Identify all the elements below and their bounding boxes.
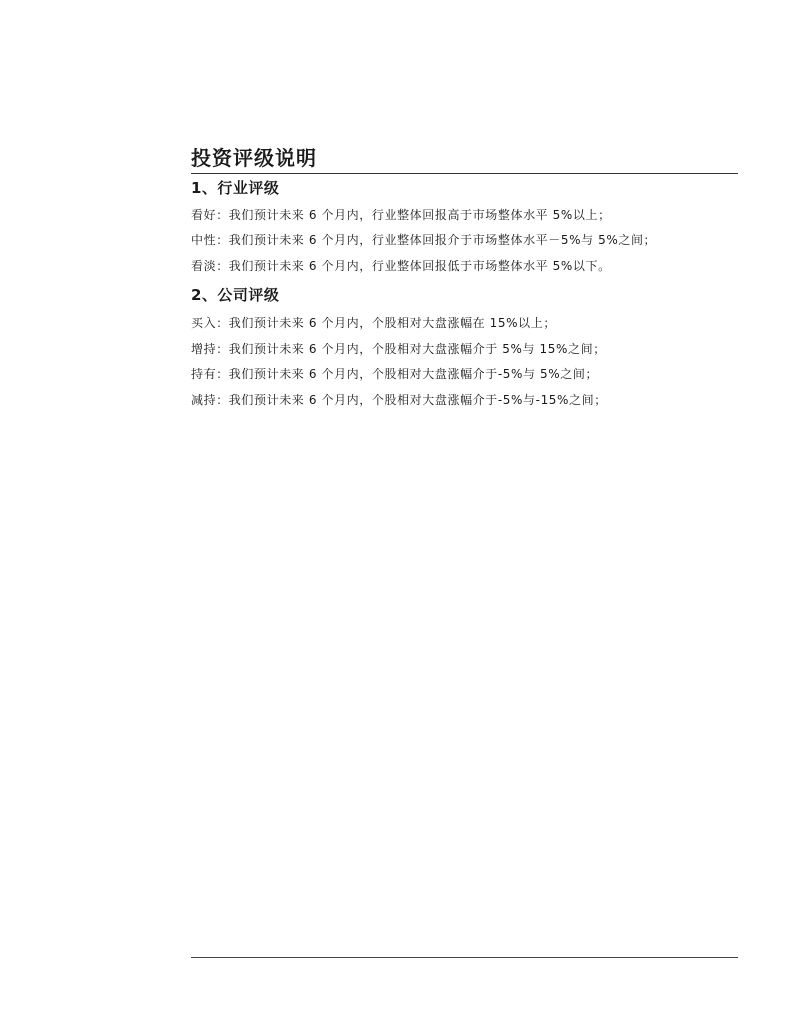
company-rating-accumulate: 增持：我们预计未来 6 个月内，个股相对大盘涨幅介于 5%与 15%之间； <box>191 342 606 356</box>
company-rating-heading: 2、公司评级 <box>191 286 280 304</box>
industry-rating-neutral: 中性：我们预计未来 6 个月内，行业整体回报介于市场整体水平－5%与 5%之间； <box>191 233 657 247</box>
industry-rating-bullish: 看好：我们预计未来 6 个月内，行业整体回报高于市场整体水平 5%以上； <box>191 208 611 222</box>
industry-rating-heading: 1、行业评级 <box>191 179 280 197</box>
industry-rating-bearish: 看淡：我们预计未来 6 个月内，行业整体回报低于市场整体水平 5%以下。 <box>191 259 611 273</box>
company-rating-reduce: 减持：我们预计未来 6 个月内，个股相对大盘涨幅介于-5%与-15%之间； <box>191 393 607 407</box>
company-rating-buy: 买入：我们预计未来 6 个月内，个股相对大盘涨幅在 15%以上； <box>191 316 556 330</box>
title-divider <box>191 173 738 174</box>
company-rating-hold: 持有：我们预计未来 6 个月内，个股相对大盘涨幅介于-5%与 5%之间； <box>191 367 599 381</box>
page-title: 投资评级说明 <box>191 146 317 170</box>
footer-divider <box>191 957 738 958</box>
